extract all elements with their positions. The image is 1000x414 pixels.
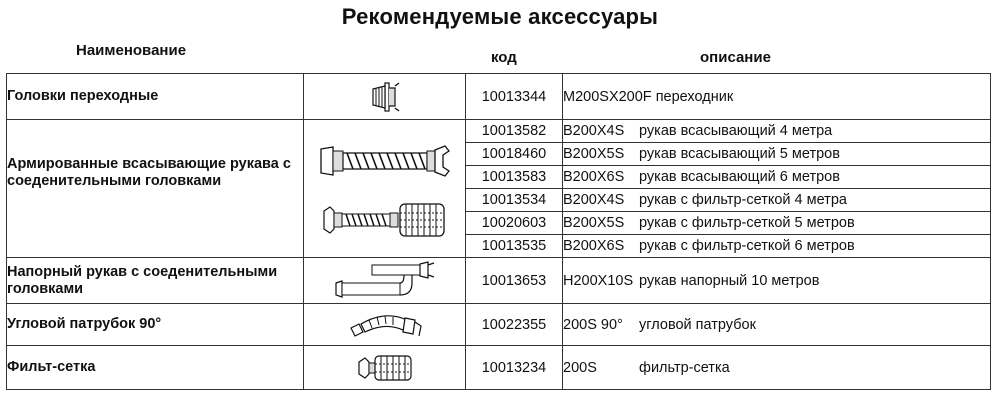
item-description [563, 120, 991, 143]
item-code: 10013653 [466, 258, 563, 304]
elbow-pipe-icon [345, 308, 425, 342]
accessories-table [6, 73, 991, 390]
group-name: Фильт-сетка [7, 346, 304, 390]
item-description [563, 143, 991, 166]
item-code: 10013535 [466, 235, 563, 258]
filter-screen-icon [355, 352, 415, 384]
item-description [563, 304, 991, 346]
reinforced-hose-icon [315, 137, 455, 185]
item-model: B200X4S [563, 123, 625, 139]
item-code: 10013534 [466, 189, 563, 212]
item-text: фильтр-сетка [639, 359, 730, 376]
hose-with-filter-icon [320, 199, 450, 241]
group-image [304, 120, 466, 258]
item-text: рукав с фильтр-сеткой 5 метров [639, 215, 855, 231]
item-description [563, 212, 991, 235]
group-name: Головки переходные [7, 74, 304, 120]
item-description [563, 235, 991, 258]
adapter-head-icon [365, 80, 405, 114]
header-description: описание [700, 49, 771, 66]
group-name: Напорный рукав с соеденительными головками [7, 258, 304, 304]
table-row [7, 304, 991, 346]
item-text: рукав всасывающий 6 метров [639, 169, 840, 185]
header-name: Наименование [76, 42, 187, 59]
item-text: рукав с фильтр-сеткой 4 метра [639, 192, 847, 208]
item-code: 10013582 [466, 120, 563, 143]
item-description [563, 346, 991, 390]
group-image [304, 304, 466, 346]
table-row [7, 258, 991, 304]
item-model: M200SX200F [563, 88, 652, 105]
group-image [304, 258, 466, 304]
item-text: переходник [655, 88, 734, 105]
item-model: 200S 90° [563, 316, 623, 333]
item-model: H200X10S [563, 272, 634, 289]
item-code: 10020603 [466, 212, 563, 235]
item-text: рукав всасывающий 4 метра [639, 123, 833, 139]
item-code: 10013583 [466, 166, 563, 189]
group-name: Армированные всасывающие рукава с соеденительными головками [7, 120, 304, 258]
group-image [304, 74, 466, 120]
item-text: рукав всасывающий 5 метров [639, 146, 840, 162]
group-name: Угловой патрубок 90° [7, 304, 304, 346]
item-text: угловой патрубок [639, 316, 756, 333]
item-model: B200X6S [563, 169, 625, 185]
header-code: код [491, 49, 517, 66]
page-title: Рекомендуемые аксессуары [341, 4, 659, 29]
item-model: B200X6S [563, 238, 625, 254]
item-text: рукав напорный 10 метров [639, 272, 820, 289]
item-description [563, 74, 991, 120]
table-row [7, 120, 991, 143]
item-code: 10018460 [466, 143, 563, 166]
item-description [563, 166, 991, 189]
item-model: 200S [563, 359, 597, 376]
item-description [563, 258, 991, 304]
item-description [563, 189, 991, 212]
item-code: 10022355 [466, 304, 563, 346]
item-model: B200X5S [563, 146, 625, 162]
item-model: B200X4S [563, 192, 625, 208]
item-text: рукав с фильтр-сеткой 6 метров [639, 238, 855, 254]
item-code: 10013344 [466, 74, 563, 120]
table-row [7, 74, 991, 120]
item-code: 10013234 [466, 346, 563, 390]
group-image [304, 346, 466, 390]
pressure-hose-icon [330, 261, 440, 301]
table-row [7, 346, 991, 390]
item-model: B200X5S [563, 215, 625, 231]
